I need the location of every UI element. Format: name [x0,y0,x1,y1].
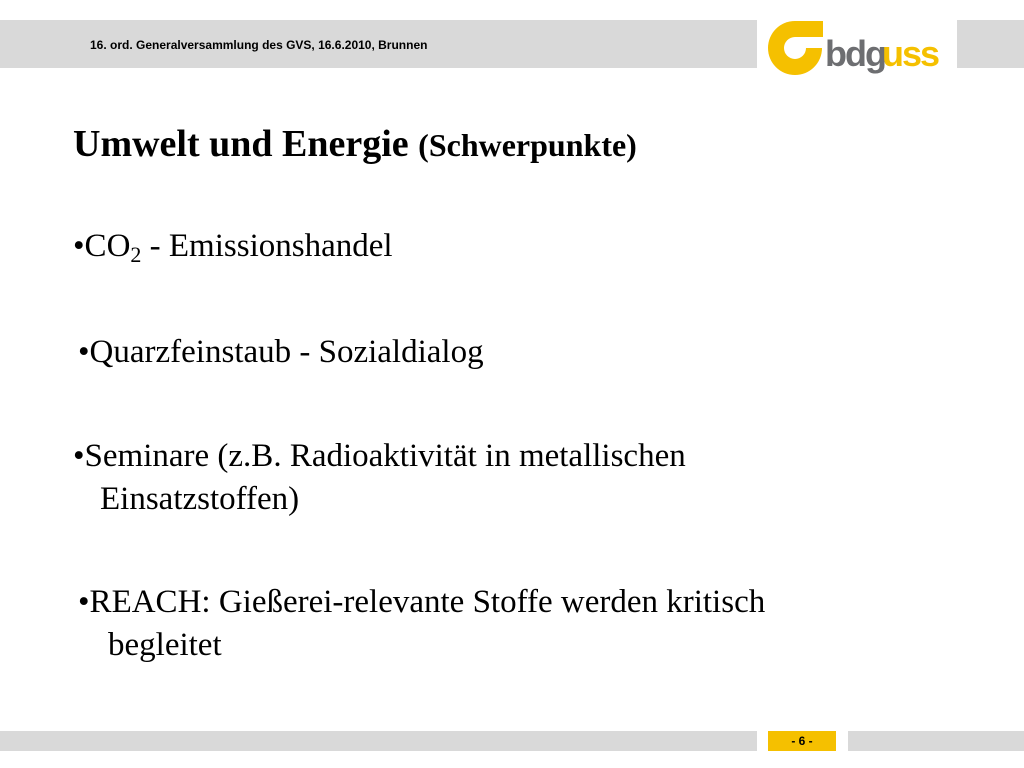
svg-text:uss: uss [882,33,939,74]
bullet-reach [78,581,765,667]
svg-text:bdg: bdg [825,33,885,74]
bullet-co2-prefix: •CO [73,228,131,264]
slide-title [73,122,637,166]
bdguss-logo [765,18,950,78]
bullet-reach-line1: •REACH: Gießerei-relevante Stoffe werden kritisch [78,584,766,620]
footer-bar-right [848,731,1024,751]
bullet-seminars [73,435,686,521]
bullet-co2-suffix: - Emissionshandel [141,228,393,264]
bullet-seminars-line1: •Seminare (z.B. Radioaktivität in metallischen [73,438,686,474]
meeting-header-text: 16. ord. Generalversammlung des GVS, 16.6.2010, Brunnen [90,38,428,52]
bullet-co2-subscript: 2 [130,242,142,267]
footer-bar [0,731,757,751]
bullet-quartz-dust: •Quarzfeinstaub - Sozialdialog [78,334,484,370]
bullet-reach-line2: begleitet [108,627,222,663]
header-bar-right [957,20,1024,68]
slide-title-sub: (Schwerpunkte) [418,127,637,163]
bullet-seminars-line2: Einsatzstoffen) [100,481,300,517]
bullet-co2-emissions [73,225,393,268]
page-number: - 6 - [768,731,836,751]
slide-title-main: Umwelt und Energie [73,123,409,165]
